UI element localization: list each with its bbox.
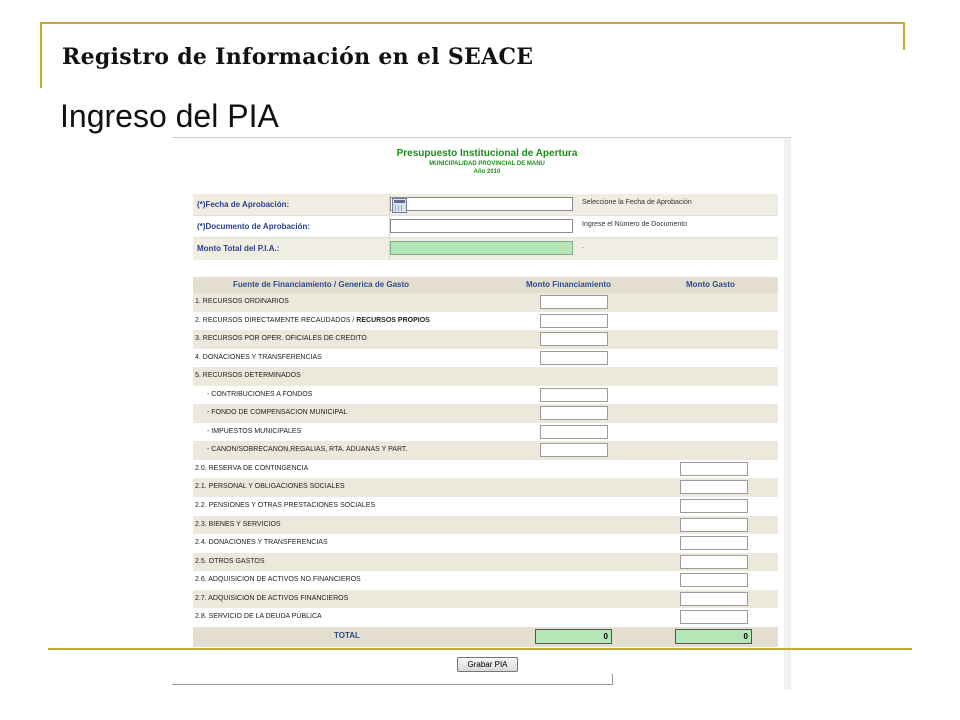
total-label: TOTAL: [334, 630, 360, 640]
table-body: [193, 293, 778, 627]
monto-financiamiento-input[interactable]: [540, 388, 608, 402]
documento-input[interactable]: [390, 219, 573, 233]
grabar-pia-button[interactable]: Grabar PIA: [457, 657, 518, 672]
info-row-fecha: [193, 194, 778, 216]
form-entity: MUNICIPALIDAD PROVINCIAL DE MANU: [429, 161, 545, 167]
documento-hint: Ingrese el Número de Documento: [582, 221, 688, 228]
left-decor-line: [40, 22, 42, 88]
table-header: [193, 277, 778, 293]
monto-gasto-input[interactable]: [680, 499, 748, 513]
row-label-text: 2.7. ADQUISICION DE ACTIVOS FINANCIEROS: [195, 594, 349, 602]
documento-label: (*)Documento de Aprobación:: [197, 222, 311, 231]
row-label-text: 2.0. RESERVA DE CONTINGENCIA: [195, 464, 309, 472]
monto-financiamiento-input[interactable]: [540, 443, 608, 457]
monto-gasto-input[interactable]: [680, 555, 748, 569]
monto-financiamiento-input[interactable]: [540, 295, 608, 309]
row-label: [195, 335, 367, 342]
row-label-text: 2.6. ADQUISICION DE ACTIVOS NO FINANCIEROS: [195, 576, 361, 584]
table-row: [193, 367, 778, 386]
fecha-label: (*)Fecha de Aprobación:: [197, 200, 290, 209]
table-row: [193, 423, 778, 442]
form-heading: [172, 148, 791, 176]
row-label-text: - CANON/SOBRECANON,REGALIAS, RTA. ADUANAS Y PART.: [207, 446, 408, 454]
monto-total-label: Monto Total del P.I.A.:: [197, 244, 280, 253]
row-label: [195, 372, 301, 379]
screenshot-panel: [172, 137, 791, 690]
table-row: [193, 441, 778, 460]
row-label: [195, 558, 265, 565]
info-row-documento: [193, 216, 778, 238]
row-label-text: 2.5. OTROS GASTOS: [195, 557, 265, 565]
row-label: [195, 595, 348, 602]
top-decor-tick: [903, 22, 905, 50]
monto-financiamiento-input[interactable]: [540, 332, 608, 346]
row-label: [195, 354, 322, 361]
row-label-extra: RECURSOS PROPIOS: [356, 316, 430, 324]
row-label-text: 5. RECURSOS DETERMINADOS: [195, 372, 301, 380]
row-label: [195, 521, 281, 528]
table-row: [193, 497, 778, 516]
monto-gasto-input[interactable]: [680, 480, 748, 494]
monto-total-hint: .: [582, 243, 584, 250]
row-label: [195, 613, 322, 620]
row-label: [195, 483, 345, 490]
row-label-text: 4. DONACIONES Y TRANSFERENCIAS: [195, 353, 322, 361]
slide-title: Registro de Información en el SEACE: [62, 44, 534, 70]
row-label: [195, 502, 375, 509]
table-row: [193, 349, 778, 368]
table-row: [193, 478, 778, 497]
monto-gasto-input[interactable]: [680, 573, 748, 587]
slide-subtitle: Ingreso del PIA: [60, 98, 279, 134]
col-header-monto-gasto: Monto Gasto: [686, 280, 735, 289]
fecha-input[interactable]: [390, 197, 573, 211]
calendar-icon[interactable]: [392, 198, 407, 213]
col-header-fuente: Fuente de Financiamiento / Generica de Gasto: [233, 280, 410, 289]
form-year: Año 2010: [473, 169, 501, 175]
row-label: [195, 576, 361, 583]
table-row: [193, 293, 778, 312]
table-row: [193, 534, 778, 553]
row-label: [207, 409, 347, 416]
table-row: [193, 404, 778, 423]
row-label-text: 1. RECURSOS ORDINARIOS: [195, 298, 289, 305]
row-label-text: 2.8. SERVICIO DE LA DEUDA PÚBLICA: [195, 613, 322, 621]
monto-financiamiento-input[interactable]: [540, 425, 608, 439]
info-row-monto-total: [193, 238, 778, 260]
col-header-monto-financiamiento: Monto Financiamiento: [526, 280, 611, 289]
monto-gasto-input[interactable]: [680, 462, 748, 476]
row-label-text: 2.2. PENSIONES Y OTRAS PRESTACIONES SOCIALES: [195, 502, 376, 510]
row-label-text: 2. RECURSOS DIRECTAMENTE RECAUDADOS /: [195, 316, 355, 324]
row-label: [195, 539, 328, 546]
monto-gasto-input[interactable]: [680, 518, 748, 532]
monto-gasto-input[interactable]: [680, 610, 748, 624]
total-financiamiento: 0: [535, 629, 612, 644]
row-label-text: 2.4. DONACIONES Y TRANSFERENCIAS: [195, 539, 328, 547]
row-label: [195, 465, 308, 472]
panel-bottom-tick: [612, 674, 613, 685]
row-label: [207, 428, 301, 435]
bottom-decor-line: [48, 648, 912, 650]
monto-financiamiento-input[interactable]: [540, 314, 608, 328]
table-row: [193, 590, 778, 609]
monto-financiamiento-input[interactable]: [540, 406, 608, 420]
panel-bottom-rule: [172, 684, 613, 685]
fecha-hint: Seleccione la Fecha de Aprobación: [582, 199, 692, 206]
table-row: [193, 516, 778, 535]
total-gasto: 0: [675, 629, 752, 644]
table-row: [193, 571, 778, 590]
budget-table: [193, 277, 778, 647]
table-row: [193, 386, 778, 405]
table-row: [193, 553, 778, 572]
row-label: [195, 298, 289, 305]
row-label-text: 3. RECURSOS POR OPER. OFICIALES DE CREDITO: [195, 335, 367, 343]
approval-info-table: [193, 194, 778, 260]
row-label-text: - FONDO DE COMPENSACION MUNICIPAL: [207, 409, 348, 417]
table-row: [193, 460, 778, 479]
row-label-text: - CONTRIBUCIONES A FONDOS: [207, 390, 313, 398]
row-label-text: 2.1. PERSONAL Y OBLIGACIONES SOCIALES: [195, 483, 345, 491]
form-title: Presupuesto Institucional de Apertura: [396, 148, 578, 159]
top-decor-line: [40, 22, 904, 24]
row-label: [195, 317, 430, 324]
table-row: [193, 608, 778, 627]
monto-total-field: [390, 241, 573, 255]
monto-gasto-input[interactable]: [680, 592, 748, 606]
table-row: [193, 330, 778, 349]
monto-gasto-input[interactable]: [680, 536, 748, 550]
monto-financiamiento-input[interactable]: [540, 351, 608, 365]
row-label: [207, 391, 312, 398]
total-row: [193, 627, 778, 647]
row-label: [207, 446, 407, 453]
row-label-text: - IMPUESTOS MUNICIPALES: [207, 427, 302, 435]
panel-scroll-strip: [784, 138, 791, 690]
row-label-text: 2.3. BIENES Y SERVICIOS: [195, 520, 281, 528]
table-row: [193, 312, 778, 331]
